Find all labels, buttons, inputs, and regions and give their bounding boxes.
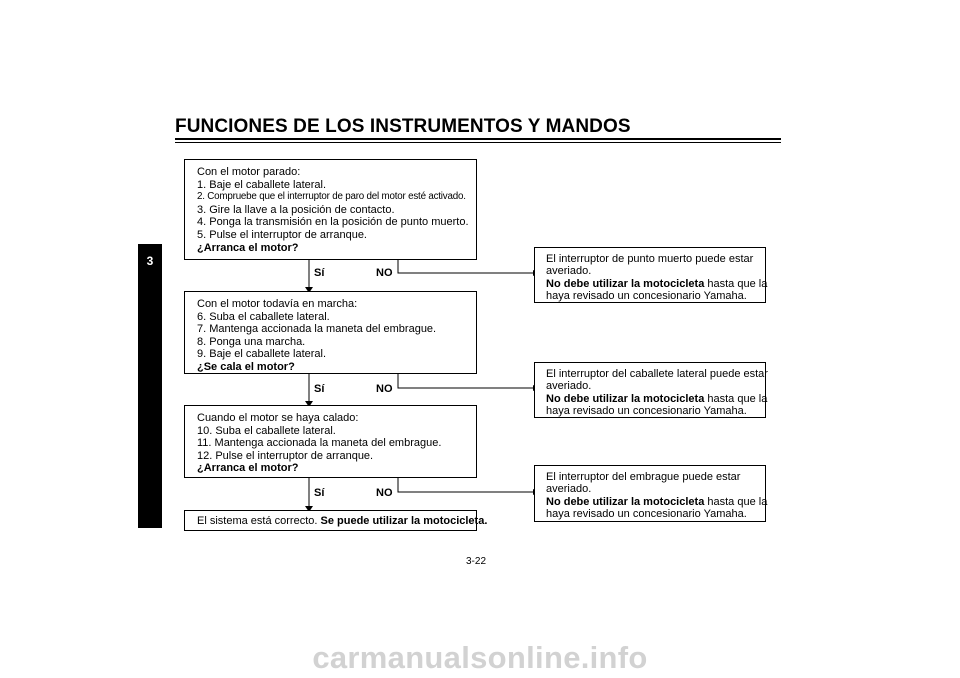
watermark: carmanualsonline.info xyxy=(312,640,648,675)
result-bold: Se puede utilizar la motocicleta. xyxy=(320,515,488,527)
step1-line: 1. Baje el caballete lateral. xyxy=(197,178,327,191)
no-label: NO xyxy=(376,267,393,279)
fault-warning: No debe utilizar la motocicleta xyxy=(546,277,705,290)
yes-label: Sí xyxy=(314,383,325,395)
fault-line: haya revisado un concesionario Yamaha. xyxy=(546,290,747,303)
step3-line: 10. Suba el caballete lateral. xyxy=(197,424,336,437)
step1-question: ¿Arranca el motor? xyxy=(197,241,299,254)
fault-warning: No debe utilizar la motocicleta xyxy=(546,392,705,405)
step1-line: 2. Compruebe que el interruptor de paro del motor esté activado. xyxy=(197,191,466,203)
fault-line: hasta que la xyxy=(704,495,768,508)
fault-line: hasta que la xyxy=(704,392,768,405)
step2-line: Con el motor todavía en marcha: xyxy=(197,298,358,310)
step3-box xyxy=(184,405,477,478)
step2-line: 8. Ponga una marcha. xyxy=(197,335,306,348)
step1-box xyxy=(184,159,477,260)
result-box xyxy=(184,510,488,531)
fault-box-clutch xyxy=(534,465,766,522)
step3-question: ¿Arranca el motor? xyxy=(197,462,299,475)
step2-box xyxy=(184,291,477,374)
step2-question: ¿Se cala el motor? xyxy=(197,360,295,373)
step2-line: 7. Mantenga accionada la maneta del embrague. xyxy=(197,323,437,336)
fault-warning: No debe utilizar la motocicleta xyxy=(546,495,705,508)
step2-line: 6. Suba el caballete lateral. xyxy=(197,310,330,323)
no-connector-3 xyxy=(398,477,533,492)
chapter-tab-number: 3 xyxy=(146,254,154,268)
no-connector-1 xyxy=(398,259,533,273)
fault-line: averiado. xyxy=(546,380,592,393)
step1-line: Con el motor parado: xyxy=(197,166,301,178)
result-text: El sistema está correcto. xyxy=(197,515,318,527)
fault-line: El interruptor del embrague puede estar xyxy=(546,471,741,483)
fault-line: hasta que la xyxy=(704,277,768,290)
step2-line: 9. Baje el caballete lateral. xyxy=(197,348,327,361)
fault-box-neutral xyxy=(534,247,766,303)
page-title: FUNCIONES DE LOS INSTRUMENTOS Y MANDOS xyxy=(175,116,631,137)
step3-line: 12. Pulse el interruptor de arranque. xyxy=(197,449,374,462)
fault-line: haya revisado un concesionario Yamaha. xyxy=(546,405,747,418)
step1-line: 3. Gire la llave a la posición de contacto. xyxy=(197,203,395,216)
yes-label: Sí xyxy=(314,267,325,279)
fault-box-sidestand xyxy=(534,362,766,418)
yes-label: Sí xyxy=(314,487,325,499)
fault-line: haya revisado un concesionario Yamaha. xyxy=(546,508,747,521)
page-number: 3-22 xyxy=(466,556,487,567)
no-label: NO xyxy=(376,383,393,395)
step3-line: Cuando el motor se haya calado: xyxy=(197,412,359,424)
no-label: NO xyxy=(376,487,393,499)
fault-line: averiado. xyxy=(546,265,592,278)
no-connector-2 xyxy=(398,373,533,388)
fault-line: El interruptor de punto muerto puede estar xyxy=(546,253,754,265)
step1-line: 4. Ponga la transmisión en la posición de punto muerto. xyxy=(197,216,469,229)
step3-line: 11. Mantenga accionada la maneta del embrague. xyxy=(197,437,442,450)
fault-line: averiado. xyxy=(546,483,592,496)
step1-line: 5. Pulse el interruptor de arranque. xyxy=(197,228,367,241)
fault-line: El interruptor del caballete lateral puede estar xyxy=(546,368,768,380)
